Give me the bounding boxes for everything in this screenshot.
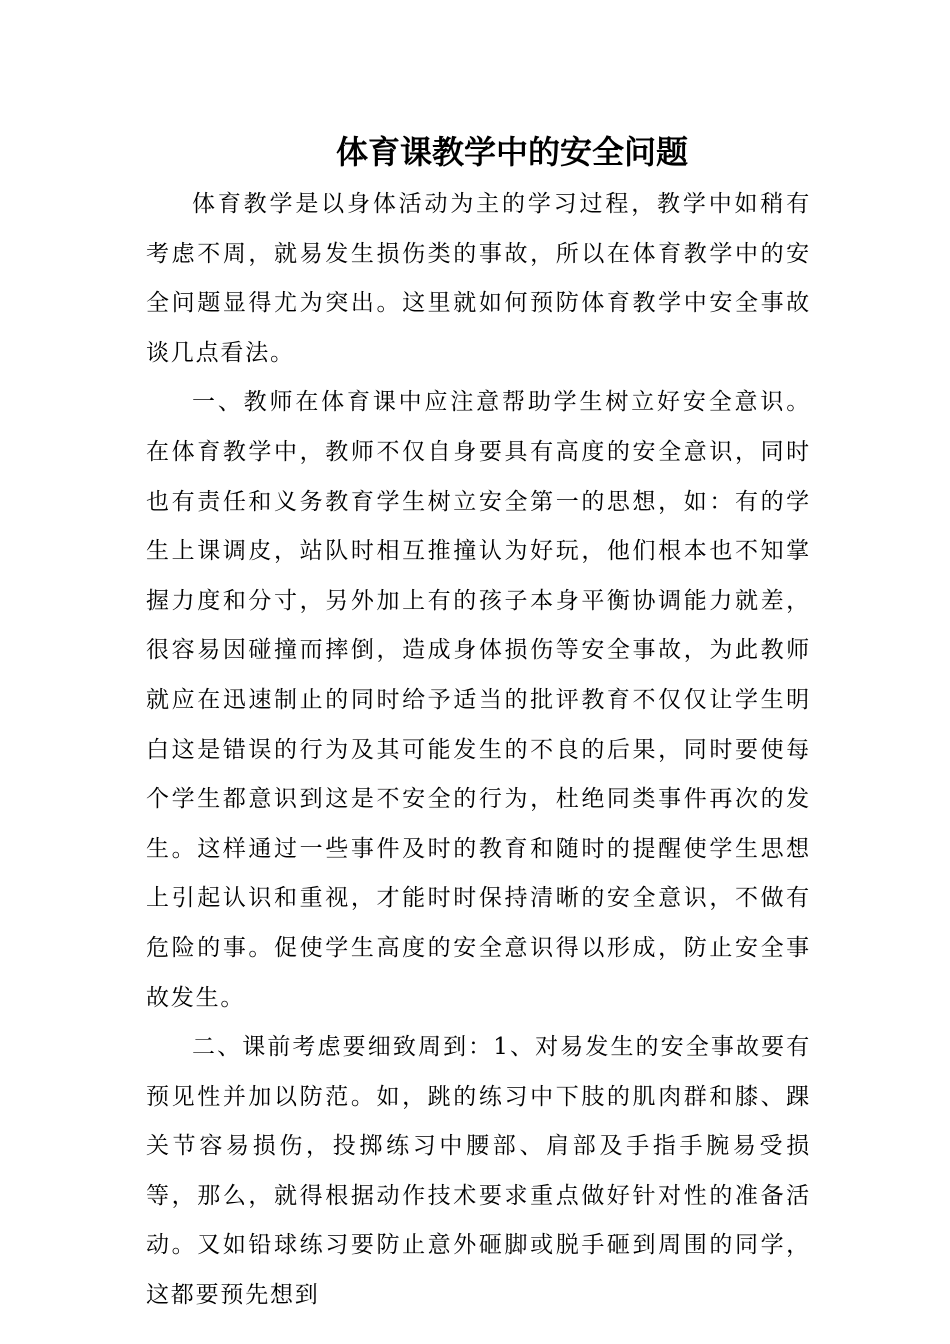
paragraph-section-one: 一、教师在体育课中应注意帮助学生树立好安全意识。 在体育教学中，教师不仅自身要具有高度的安全意识，同时也有责任和义务教育学生树立安全第一的思想，如：有的学生上课调皮，站队时相互推撞认为好玩，他们根本也不知掌握力度和分寸，另外加上有的孩子本身平衡协调能力就差，很容易因碰撞而摔倒，造成身体损伤等安全事故，为此教师就应在迅速制止的同时给予适当的批评教育不仅仅让学生明白这是错误的行为及其可能发生的不良的后果，同时要使每个学生都意识到这是不安全的行为，杜绝同类事件再次的发生。这样通过一些事件及时的教育和随时的提醒使学生思想上引起认识和重视，才能时时保持清晰的安全意识，不做有危险的事。促使学生高度的安全意识得以形成，防止安全事故发生。 — [146, 389, 811, 1011]
paragraph-intro: 体育教学是以身体活动为主的学习过程，教学中如稍有考虑不周，就易发生损伤类的事故，所以在体育教学中的安全问题显得尤为突出。这里就如何预防体育教学中安全事故谈几点看法。 — [146, 191, 811, 366]
document-body — [146, 180, 811, 1321]
document-title: 体育课教学中的安全问题 — [335, 133, 688, 171]
paragraph-section-two: 二、课前考虑要细致周到：1、对易发生的安全事故要有预见性并加以防范。如，跳的练习中下肢的肌肉群和膝、踝关节容易损伤，投掷练习中腰部、肩部及手指手腕易受损等，那么，就得根据动作技术要求重点做好针对性的准备活动。又如铅球练习要防止意外砸脚或脱手砸到周围的同学，这都要预先想到 — [146, 1034, 811, 1309]
